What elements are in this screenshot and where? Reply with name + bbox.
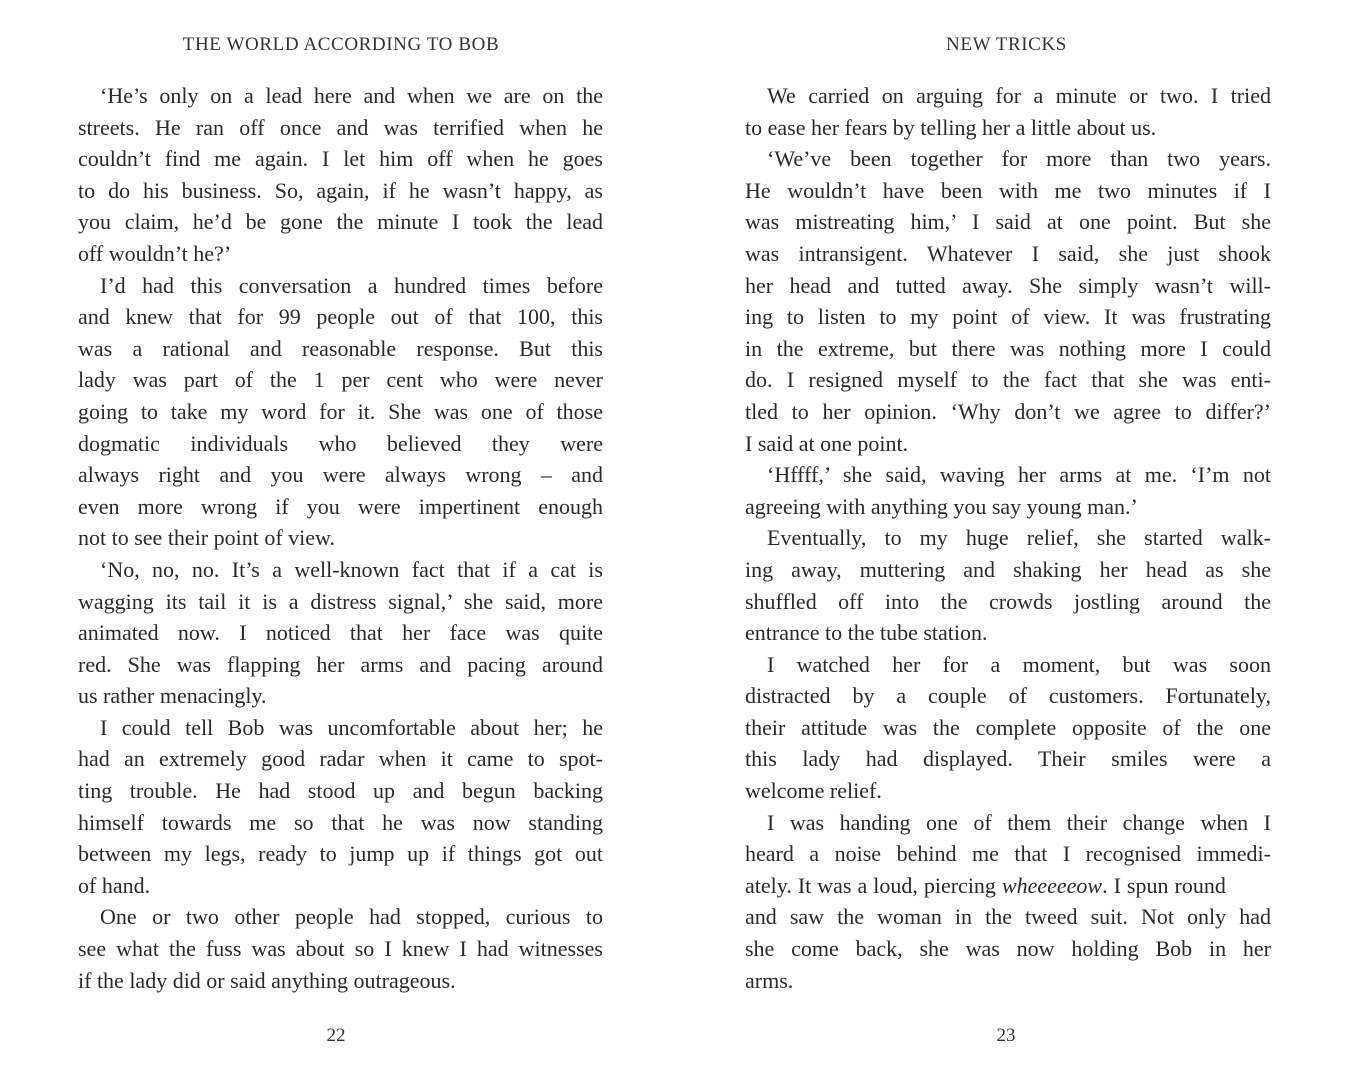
text-line: was intransigent. Whatever I said, she just shook — [745, 240, 1271, 266]
text-line: and knew that for 99 people out of that 100, this — [78, 304, 603, 330]
text-line: shuffled off into the crowds jostling around the — [745, 588, 1271, 614]
text-line: I could tell Bob was uncomfortable about her; he — [100, 714, 603, 740]
text-line: of hand. — [78, 872, 151, 898]
text-line: had an extremely good radar when it came to spot- — [78, 746, 603, 772]
text-line: going to take my word for it. She was one of those — [78, 398, 603, 424]
text-line: ting trouble. He had stood up and begun backing — [78, 778, 603, 804]
left-page — [0, 0, 675, 1080]
text-line: I’d had this conversation a hundred times before — [100, 272, 603, 298]
text-line: to do his business. So, again, if he wasn’t happy, as — [78, 177, 603, 203]
text-line: wagging its tail it is a distress signal,’ she said, more — [78, 588, 603, 614]
text-line: himself towards me so that he was now standing — [78, 809, 603, 835]
text-line: this lady had displayed. Their smiles were a — [745, 746, 1271, 772]
body-text — [745, 80, 1271, 996]
text-line: welcome relief. — [745, 778, 882, 804]
text-line: in the extreme, but there was nothing more I could — [745, 335, 1271, 361]
text-line: us rather menacingly. — [78, 683, 267, 709]
text-line: if the lady did or said anything outrageous. — [78, 967, 456, 993]
text-line: couldn’t find me again. I let him off when he goes — [78, 146, 603, 172]
text-line: ing away, muttering and shaking her head as she — [745, 556, 1271, 582]
text-line: ‘No, no, no. It’s a well-known fact that if a cat is — [100, 556, 603, 582]
running-head: NEW TRICKS — [946, 34, 1067, 55]
text-segment: . I spun round — [1102, 872, 1226, 898]
text-line: tled to her opinion. ‘Why don’t we agree to differ?’ — [745, 398, 1271, 424]
text-line: red. She was flapping her arms and pacing around — [78, 651, 603, 677]
text-line: arms. — [745, 967, 794, 993]
text-line: see what the fuss was about so I knew I had witnesses — [78, 936, 603, 962]
body-text — [78, 80, 603, 996]
text-line: she come back, she was now holding Bob in her — [745, 936, 1271, 962]
text-line — [745, 870, 1271, 902]
text-line: to ease her fears by telling her a little about us. — [745, 114, 1157, 140]
page-number: 22 — [326, 1025, 346, 1046]
text-line: heard a noise behind me that I recognised immedi- — [745, 841, 1271, 867]
text-line: I said at one point. — [745, 430, 909, 456]
text-line: He wouldn’t have been with me two minutes if I — [745, 177, 1271, 203]
text-line: you claim, he’d be gone the minute I took the lead — [78, 209, 603, 235]
text-line: entrance to the tube station. — [745, 620, 988, 646]
text-line: her head and tutted away. She simply wasn’t will- — [745, 272, 1271, 298]
text-line: off wouldn’t he?’ — [78, 240, 232, 266]
text-line: streets. He ran off once and was terrified when he — [78, 114, 603, 140]
running-head: THE WORLD ACCORDING TO BOB — [182, 34, 500, 55]
text-line: distracted by a couple of customers. Fortunately, — [745, 683, 1271, 709]
text-line: do. I resigned myself to the fact that she was enti- — [745, 367, 1271, 393]
text-line: We carried on arguing for a minute or two. I tried — [767, 83, 1271, 108]
text-line: animated now. I noticed that her face was quite — [78, 620, 603, 646]
text-line: ‘He’s only on a lead here and when we are on the — [100, 83, 603, 108]
text-line: Eventually, to my huge relief, she started walk- — [767, 525, 1271, 551]
text-segment: ately. It was a loud, piercing — [745, 872, 1002, 898]
text-line: was a rational and reasonable response. But this — [78, 335, 603, 361]
text-line: I was handing one of them their change when I — [767, 809, 1271, 835]
right-page — [676, 0, 1351, 1080]
text-line: even more wrong if you were impertinent enough — [78, 493, 603, 519]
page-number: 23 — [996, 1025, 1016, 1046]
text-line: and saw the woman in the tweed suit. Not only had — [745, 904, 1271, 930]
italic-text: wheeeeeow — [1001, 872, 1103, 898]
text-line: not to see their point of view. — [78, 525, 336, 551]
text-line: ‘We’ve been together for more than two years. — [767, 146, 1271, 172]
text-line: ‘Hffff,’ she said, waving her arms at me. ‘I’m not — [767, 462, 1271, 488]
text-line: between my legs, ready to jump up if things got out — [78, 841, 603, 867]
text-line: dogmatic individuals who believed they were — [78, 430, 603, 456]
text-line: was mistreating him,’ I said at one point. But she — [745, 209, 1271, 235]
text-line: I watched her for a moment, but was soon — [767, 651, 1271, 677]
text-line: ing to listen to my point of view. It was frustrating — [745, 304, 1271, 330]
text-line: agreeing with anything you say young man.’ — [745, 493, 1138, 519]
text-line: always right and you were always wrong – and — [78, 462, 603, 488]
text-line: their attitude was the complete opposite of the one — [745, 714, 1271, 740]
text-line: lady was part of the 1 per cent who were never — [78, 367, 603, 393]
text-line: One or two other people had stopped, curious to — [100, 904, 603, 930]
